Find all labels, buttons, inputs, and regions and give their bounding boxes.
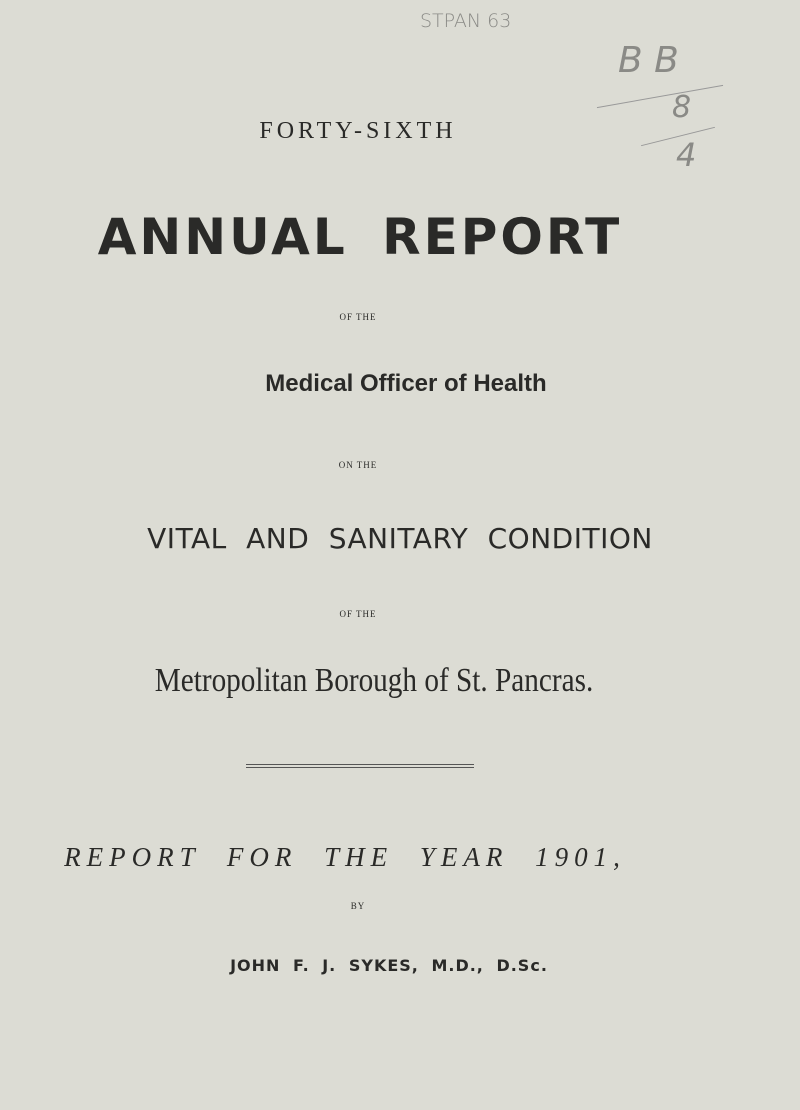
double-rule-divider xyxy=(246,764,474,768)
handwritten-fraction-bottom: 4 xyxy=(676,136,697,174)
handwritten-fraction-line-1 xyxy=(597,85,723,108)
handwritten-fraction-mid: 8 xyxy=(672,90,692,125)
connector-on-the: ON THE xyxy=(338,460,378,470)
main-title: ANNUAL REPORT xyxy=(97,208,623,266)
officer-title: Medical Officer of Health xyxy=(265,370,547,397)
handwritten-fraction-top: B B xyxy=(618,40,679,81)
connector-of-the: OF THE xyxy=(339,312,377,322)
ordinal-heading: FORTY-SIXTH xyxy=(259,118,457,144)
report-year-line: REPORT FOR THE YEAR 1901, xyxy=(64,842,626,872)
connector-by: BY xyxy=(350,901,366,911)
connector-of-the-2: OF THE xyxy=(339,609,377,619)
author-name: JOHN F. J. SYKES, M.D., D.Sc. xyxy=(230,956,548,975)
place-title: Metropolitan Borough of St. Pancras. xyxy=(154,662,594,699)
subject-title: VITAL AND SANITARY CONDITION xyxy=(147,522,653,555)
handwritten-shelfmark: STPAN 63 xyxy=(420,10,512,32)
